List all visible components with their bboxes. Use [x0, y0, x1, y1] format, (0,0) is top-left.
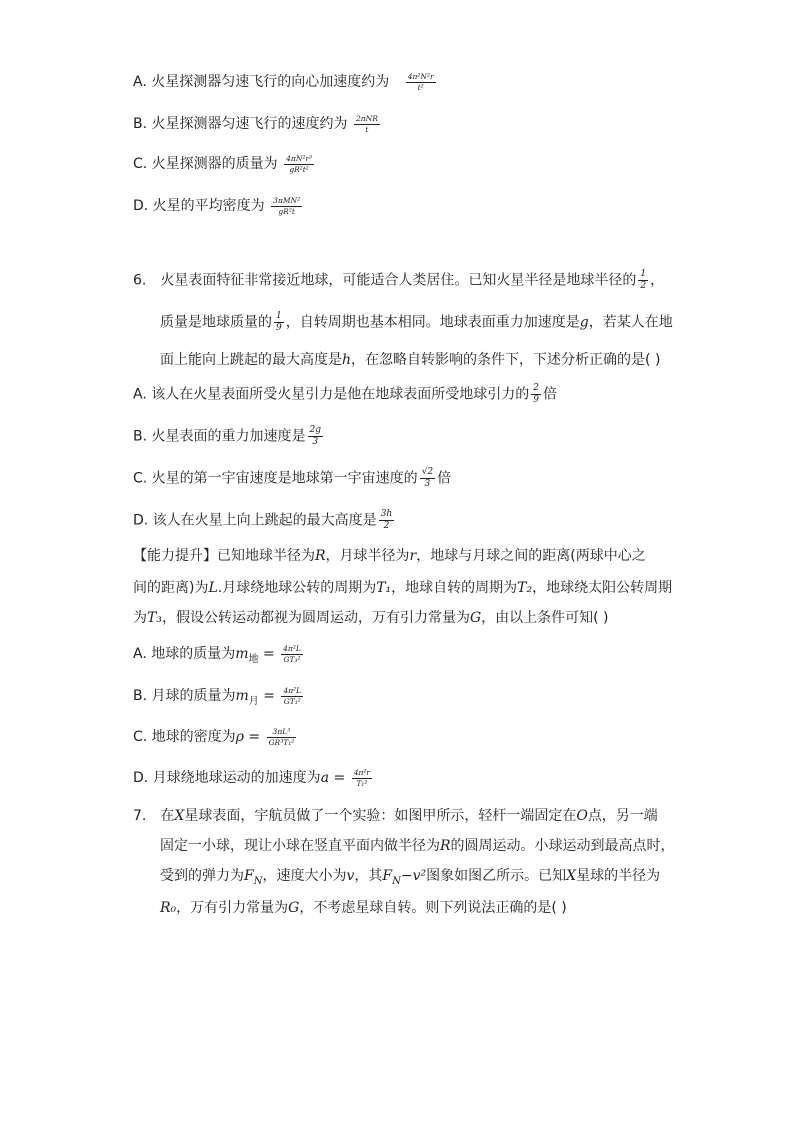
q6-stem-text: 质量是地球质量的 — [160, 314, 272, 331]
ability-stem-line-1 — [133, 546, 646, 566]
q6-option-b-text: B. 火星表面的重力加速度是 — [133, 428, 306, 445]
var-m: m — [235, 646, 249, 662]
var-T2: T₂ — [517, 580, 533, 596]
fraction-numerator: 4π²r — [353, 768, 370, 777]
ability-option-a — [133, 644, 305, 670]
fraction-denominator: 2 — [383, 521, 390, 531]
q5-option-d-fraction — [271, 197, 302, 215]
ability-option-d — [133, 768, 374, 788]
q7-stem-text: 的圆周运动。小球运动到最高点时， — [450, 838, 675, 854]
var-v-squared: v² — [412, 868, 427, 884]
var-O: O — [576, 808, 588, 824]
q6-stem-line-2 — [160, 312, 673, 333]
fraction-denominator: 9 — [276, 323, 282, 333]
fraction-numerator: 3πL³ — [267, 728, 297, 738]
fraction-numerator: 3πMN² — [273, 196, 301, 205]
q7-stem-line-3 — [160, 866, 660, 892]
fraction-numerator: 4π²N²r — [407, 72, 434, 81]
q6-option-b — [133, 426, 325, 447]
ability-stem-text: ，由以上条件可知( ) — [481, 610, 609, 626]
q6-option-b-fraction — [308, 426, 324, 447]
equals-sign: = — [258, 688, 280, 704]
fraction-numerator: 1 — [640, 269, 647, 279]
subscript: 月 — [248, 695, 259, 707]
ability-stem-line-3 — [133, 608, 609, 628]
ability-stem-text: ，地球绕太阳公转周期 — [532, 580, 673, 596]
fraction-denominator: 2 — [640, 281, 647, 291]
ability-option-c — [133, 727, 298, 747]
fraction-numerator: 4πN²r³ — [286, 154, 313, 163]
q7-stem-text: 星球的半径为 — [576, 868, 661, 884]
ability-option-a-text: A. 地球的质量为 — [133, 646, 236, 662]
q6-option-d-text: D. 该人在火星上向上跳起的最大高度是 — [133, 512, 377, 529]
ability-stem-text: 为 — [133, 610, 147, 626]
var-L: L — [208, 580, 218, 596]
fraction-denominator: GR³T₁² — [268, 737, 295, 747]
ability-option-d-fraction — [352, 769, 372, 787]
q6-option-a-fraction — [531, 384, 541, 405]
q7-stem-text: ，万有引力常量为 — [176, 900, 289, 916]
q5-option-a-fraction — [406, 73, 436, 91]
q6-option-c-text: C. 火星的第一宇宙速度是地球第一宇宙速度的 — [133, 470, 418, 487]
fraction-denominator: t — [365, 124, 369, 134]
ability-stem-text: ，月球半径为 — [325, 548, 410, 564]
q7-stem-text: 固定一小球，现让小球在竖直平面内做半径为 — [160, 838, 440, 854]
var-v: v — [346, 868, 355, 884]
var-X: X — [174, 808, 185, 824]
ability-stem-line-2 — [133, 578, 672, 598]
q6-option-d — [133, 510, 396, 531]
var-g: g — [579, 314, 589, 331]
q7-stem-line-1 — [133, 806, 658, 826]
fraction-denominator: gR²t² — [289, 164, 309, 174]
q6-option-c — [133, 468, 451, 489]
subscript-N: N — [253, 875, 263, 887]
ability-option-b — [133, 686, 305, 712]
q6-option-a-end: 倍 — [542, 386, 557, 403]
var-a: a — [320, 770, 330, 786]
var-G: G — [288, 900, 300, 916]
fraction-numerator: 2g — [309, 425, 322, 435]
q5-option-c — [133, 154, 316, 174]
q7-stem-line-2 — [160, 836, 675, 856]
var-m: m — [235, 688, 249, 704]
q5-option-c-text: C. 火星探测器的质量为 — [133, 156, 278, 172]
q6-radius-fraction — [638, 270, 648, 291]
q7-stem-text: 受到的弹力为 — [160, 868, 244, 884]
fraction-numerator: 2 — [533, 383, 539, 393]
var-R: R — [440, 838, 451, 854]
fraction-denominator: GT₃² — [283, 654, 301, 664]
q5-option-b-text: B. 火星探测器匀速飞行的速度约为 — [133, 116, 348, 132]
fraction-numerator: √2 — [421, 467, 434, 477]
fraction-denominator: 3 — [312, 437, 319, 447]
q6-stem-text: ，自转周期也基本相同。地球表面重力加速度是 — [285, 314, 580, 331]
fraction-numerator: 3h — [380, 509, 393, 519]
equals-sign: = — [243, 729, 265, 745]
fraction-denominator: 9 — [533, 395, 539, 405]
equals-sign: = — [258, 646, 280, 662]
q5-option-b-fraction — [354, 115, 380, 133]
q6-stem-line-1 — [133, 270, 664, 291]
q6-mass-fraction — [274, 312, 284, 333]
q6-option-a — [133, 384, 557, 405]
ability-stem-text: 【能力提升】已知地球半径为 — [133, 548, 315, 564]
ability-option-a-fraction — [281, 645, 303, 663]
q6-stem-text: ，在忽略自转影响的条件下，下述分析正确的是( ) — [351, 352, 661, 368]
var-r: r — [409, 548, 417, 564]
q6-option-a-text: A. 该人在火星表面所受火星引力是他在地球表面所受地球引力的 — [133, 386, 530, 403]
var-F: F — [382, 868, 393, 884]
q7-stem-line-4 — [160, 898, 567, 918]
fraction-denominator: T₁² — [356, 778, 368, 788]
q5-option-d-text: D. 火星的平均密度为 — [133, 198, 265, 214]
subscript: 地 — [248, 653, 259, 665]
q7-stem-text: ，不考虑星球自转。则下列说法正确的是( ) — [299, 900, 567, 916]
fraction-denominator: 3 — [424, 479, 431, 489]
q6-option-c-fraction — [420, 468, 435, 489]
q7-stem-text: 点，另一端 — [587, 808, 658, 824]
fraction-numerator: 4π²L — [283, 644, 301, 653]
fraction-numerator: 2πNR — [355, 114, 378, 123]
q6-option-d-fraction — [379, 510, 395, 531]
subscript-N: N — [392, 875, 401, 887]
var-T3: T₃ — [147, 610, 162, 626]
q7-stem-text: 在 — [160, 808, 175, 824]
minus-sign: − — [400, 868, 413, 884]
q6-stem-text: ，若某人在地 — [588, 314, 673, 331]
q5-option-a — [133, 72, 438, 92]
ability-stem-text: ，地球与月球之间的距离(两球中心之 — [416, 548, 646, 564]
var-G: G — [469, 610, 482, 626]
q7-stem-text: ，其 — [354, 868, 383, 884]
fraction-denominator: t² — [417, 82, 424, 92]
q6-stem-line-3 — [160, 350, 660, 370]
ability-stem-text: 间的距离)为 — [133, 580, 209, 596]
q7-stem-text: ，速度大小为 — [262, 868, 347, 884]
var-T1: T₁ — [376, 580, 392, 596]
q7-stem-text: 星球表面，宇航员做了一个实验：如图甲所示，轻杆一端固定在 — [184, 808, 577, 824]
q5-option-b — [133, 114, 382, 134]
ability-option-d-text: D. 月球绕地球运动的加速度为 — [133, 770, 321, 786]
fraction-numerator: 1 — [276, 311, 282, 321]
q5-option-a-text: A. 火星探测器匀速飞行的向心加速度约为 — [133, 74, 390, 90]
q6-stem-text: 面上能向上跳起的最大高度是 — [160, 352, 342, 368]
fraction-denominator: GT₁² — [283, 696, 301, 706]
q6-stem-text: 火星表面特征非常接近地球，可能适合人类居住。已知火星半径是地球半径的 — [160, 272, 637, 289]
q6-punct: ， — [650, 272, 665, 289]
ability-option-c-text: C. 地球的密度为 — [133, 729, 236, 745]
var-h: h — [342, 352, 352, 368]
q7-number: 7. — [133, 808, 147, 824]
q6-option-c-end: 倍 — [437, 470, 452, 487]
ability-option-c-fraction — [267, 728, 297, 746]
var-R0: R₀ — [160, 900, 177, 916]
q5-option-c-fraction — [284, 155, 314, 173]
equals-sign: = — [329, 770, 350, 786]
ability-stem-text: ，假设公转运动都视为圆周运动，万有引力常量为 — [161, 610, 470, 626]
var-F: F — [244, 868, 254, 884]
q5-option-d — [133, 196, 304, 216]
fraction-numerator: 4π²L — [283, 686, 302, 695]
ability-option-b-text: B. 月球的质量为 — [133, 688, 236, 704]
ability-stem-text: .月球绕地球公转的周期为 — [217, 580, 377, 596]
q6-number: 6. — [133, 272, 147, 289]
ability-stem-text: ，地球自转的周期为 — [391, 580, 518, 596]
var-X: X — [566, 868, 577, 884]
fraction-denominator: gR²t — [278, 206, 295, 216]
var-rho: ρ — [235, 729, 244, 745]
var-R: R — [315, 548, 326, 564]
ability-option-b-fraction — [281, 687, 303, 705]
q7-stem-text: 图象如图乙所示。已知 — [426, 868, 567, 884]
